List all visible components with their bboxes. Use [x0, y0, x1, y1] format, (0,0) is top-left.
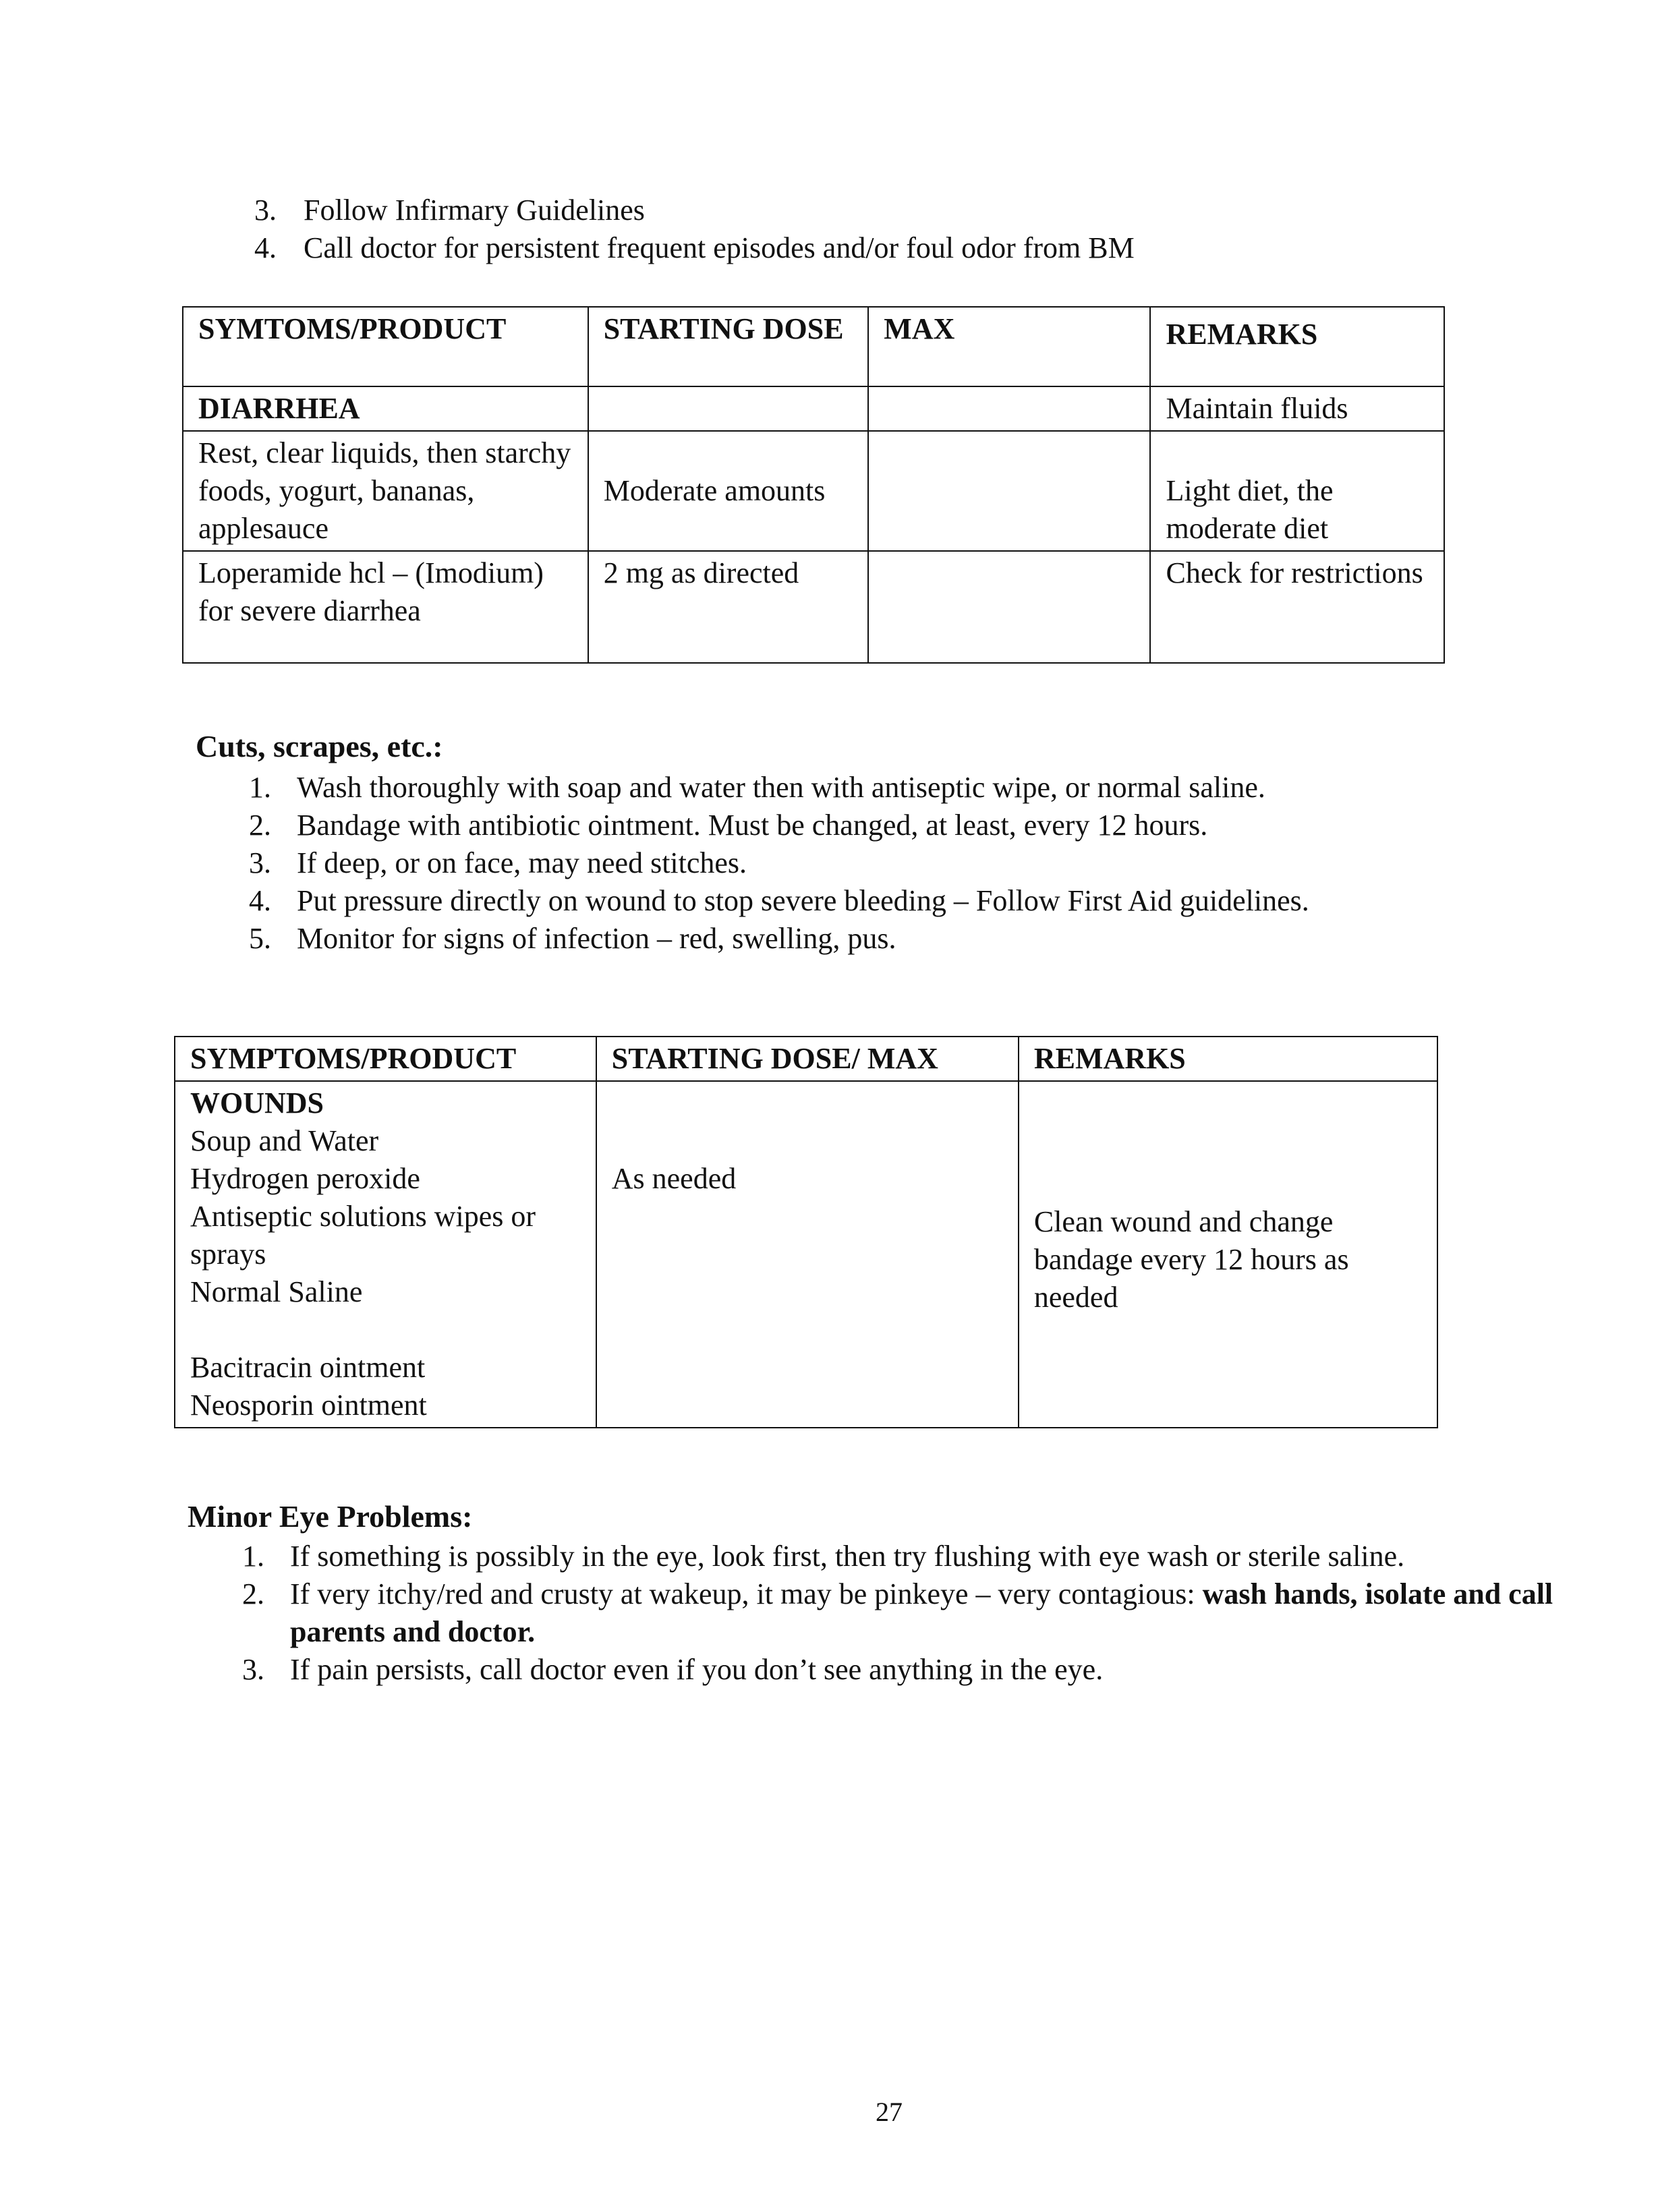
remarks-cell	[1019, 1081, 1437, 1428]
product-item: Neosporin ointment	[190, 1389, 427, 1422]
products-cell	[175, 1081, 596, 1428]
item-text-regular: If something is possibly in the eye, look first, then try flushing with eye wash or sterile saline.	[290, 1540, 1405, 1573]
item-number: 2.	[249, 809, 271, 842]
item-number: 4.	[254, 231, 277, 264]
table-row	[183, 551, 1444, 663]
product-item: Antiseptic solutions wipes or sprays	[190, 1200, 536, 1271]
max-cell	[868, 431, 1150, 551]
remarks-text: Clean wound and change bandage every 12 hours as needed	[1033, 1205, 1349, 1314]
item-number: 2.	[242, 1577, 264, 1610]
header-max: MAX	[868, 307, 1150, 386]
section-dose	[588, 386, 869, 431]
product-cell: Rest, clear liquids, then starchy foods, yogurt, bananas, applesauce	[183, 431, 588, 551]
item-number: 5.	[249, 922, 271, 955]
header-starting-dose: STARTING DOSE	[588, 307, 869, 386]
item-text: Monitor for signs of infection – red, swelling, pus.	[297, 922, 896, 955]
list-item	[229, 192, 1444, 229]
table-row	[183, 386, 1444, 431]
item-number: 3.	[249, 846, 271, 879]
header-remarks: REMARKS	[1150, 307, 1444, 386]
wounds-table	[174, 1036, 1438, 1428]
item-text: Bandage with antibiotic ointment. Must be changed, at least, every 12 hours.	[297, 809, 1208, 842]
item-text-regular: If pain persists, call doctor even if you don’t see anything in the eye.	[290, 1653, 1104, 1686]
item-text-regular: If very itchy/red and crusty at wakeup, it may be pinkeye – very contagious:	[290, 1577, 1203, 1610]
max-cell	[868, 551, 1150, 663]
remarks-cell: Light diet, the moderate diet	[1150, 431, 1444, 551]
item-text: Wash thoroughly with soap and water then with antiseptic wipe, or normal saline.	[297, 771, 1265, 804]
product-item: Normal Saline	[190, 1275, 363, 1308]
page-number: 27	[876, 2097, 903, 2127]
header-remarks: REMARKS	[1019, 1037, 1437, 1081]
header-starting-dose-max: STARTING DOSE/ MAX	[596, 1037, 1019, 1081]
table-header-row	[175, 1037, 1437, 1081]
item-number: 3.	[254, 194, 277, 227]
product-cell: Loperamide hcl – (Imodium) for severe diarrhea	[183, 551, 588, 663]
list-item	[229, 807, 1511, 844]
list-item	[229, 920, 1511, 958]
item-number: 4.	[249, 884, 271, 917]
table-row	[175, 1081, 1437, 1428]
dose-text: As needed	[611, 1162, 737, 1195]
section-max	[868, 386, 1150, 431]
dose-cell	[596, 1081, 1019, 1428]
item-text: Follow Infirmary Guidelines	[304, 194, 645, 227]
item-text	[290, 1538, 1605, 1575]
list-item	[229, 882, 1511, 920]
list-item	[229, 844, 1511, 882]
cuts-list	[229, 769, 1511, 958]
diarrhea-table	[182, 306, 1445, 664]
item-text-bold: wash hands, isolate and call parents and doctor.	[290, 1577, 1553, 1648]
header-symptoms-product: SYMPTOMS/PRODUCT	[175, 1037, 596, 1081]
guidelines-list	[229, 192, 1444, 267]
item-number: 3.	[242, 1653, 264, 1686]
list-item	[229, 229, 1444, 267]
product-spacer	[190, 1311, 581, 1349]
list-item	[229, 769, 1511, 807]
item-number: 1.	[249, 771, 271, 804]
table-header-row	[183, 307, 1444, 386]
eye-heading: Minor Eye Problems:	[188, 1499, 473, 1534]
remarks-cell: Check for restrictions	[1150, 551, 1444, 663]
product-item: Hydrogen peroxide	[190, 1162, 420, 1195]
dose-cell: 2 mg as directed	[588, 551, 869, 663]
item-text	[290, 1575, 1605, 1651]
product-item: Soup and Water	[190, 1124, 379, 1157]
section-label-wounds: WOUNDS	[190, 1086, 324, 1119]
header-symptoms-product: SYMTOMS/PRODUCT	[183, 307, 588, 386]
dose-cell: Moderate amounts	[588, 431, 869, 551]
item-text: Call doctor for persistent frequent episodes and/or foul odor from BM	[304, 231, 1135, 264]
table-row	[183, 431, 1444, 551]
cuts-heading: Cuts, scrapes, etc.:	[196, 729, 443, 763]
item-text: Put pressure directly on wound to stop severe bleeding – Follow First Aid guidelines.	[297, 884, 1309, 917]
item-text	[290, 1651, 1605, 1689]
list-item	[223, 1575, 1605, 1651]
item-number: 1.	[242, 1540, 264, 1573]
eye-list	[223, 1538, 1605, 1689]
section-label-diarrhea: DIARRHEA	[183, 386, 588, 431]
product-item: Bacitracin ointment	[190, 1351, 426, 1384]
item-text: If deep, or on face, may need stitches.	[297, 846, 747, 879]
list-item	[223, 1538, 1605, 1575]
section-remarks: Maintain fluids	[1150, 386, 1444, 431]
list-item	[223, 1651, 1605, 1689]
